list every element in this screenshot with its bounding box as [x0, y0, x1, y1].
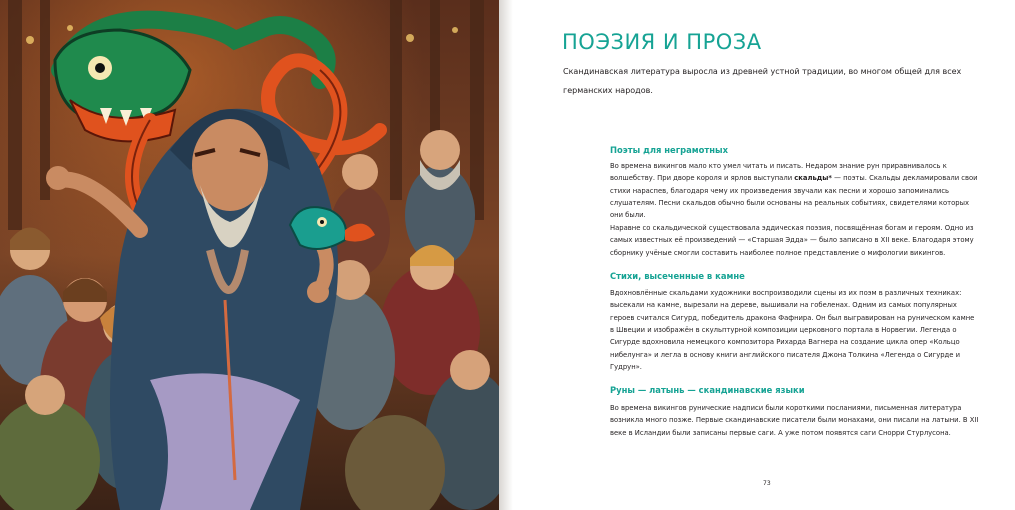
section-paragraph — [610, 160, 980, 222]
chapter-title: ПОЭЗИЯ И ПРОЗА — [562, 30, 762, 54]
section-paragraph: Наравне со скальдической существовала эддическая поэзия, посвящённая богам и героям. Одно из самых известных её произведений — «Старшая Эдда» — было записано в XII веке. Благодаря этому сборнику учёные смогли составить наиболее полное представление о мифологии викингов. — [610, 224, 974, 257]
illustration-skald — [0, 0, 499, 510]
paragraph-text: — поэты. Скальды декламировали свои стихи нараспев, благодаря чему их произведения звучали как песни и хорошо запоминались слушателям. Песни скальдов обычно были основаны на реальных событиях, свидетелями которых они были. — [610, 174, 978, 220]
term-skalds: скальды* — [794, 174, 832, 183]
chapter-intro: Скандинавская литература выросла из древней устной традиции, во многом общей для всех германских народов. — [563, 67, 962, 95]
text-page — [513, 0, 1015, 510]
section-heading: Поэты для неграмотных — [610, 145, 728, 155]
section-paragraph: Во времена викингов рунические надписи были короткими посланиями, письменная литература возникла много позже. Первые скандинавские писатели были монахами, они писали на латыни. В XII веке в Исландии были записаны первые саги. А уже потом появятся саги Снорри Стурлусона. — [610, 404, 979, 437]
section-heading: Руны — латынь — скандинавские языки — [610, 385, 805, 395]
section-paragraph: Вдохновлённые скальдами художники воспроизводили сцены из их поэм в различных техниках: высекали на камне, вырезали на дереве, вышивали на гобеленах. Одним из самых популярных героев считался Сигурд, победитель дракона Фафнира. Он был выгравирован на руническом камне в Швеции и изображён в скульптурной композиции церковного портала в Норвегии. Легенда о Сигурде вдохновила немецкого композитора Рихарда Вагнера на создание цикла опер «Кольцо нибелунга» и легла в основу книги английского писателя Джона Толкина «Легенда о Сигурде и Гудрун». — [610, 289, 975, 372]
illustration-svg — [0, 0, 499, 510]
section-heading: Стихи, высеченные в камне — [610, 271, 745, 281]
page-gutter — [499, 0, 513, 510]
page-number: 73 — [763, 480, 771, 487]
paragraph-text: Во времена викингов мало кто умел читать и писать. Недаром знание рун приравнивалось к волшебству. При дворе короля и ярлов выступали — [610, 162, 947, 183]
